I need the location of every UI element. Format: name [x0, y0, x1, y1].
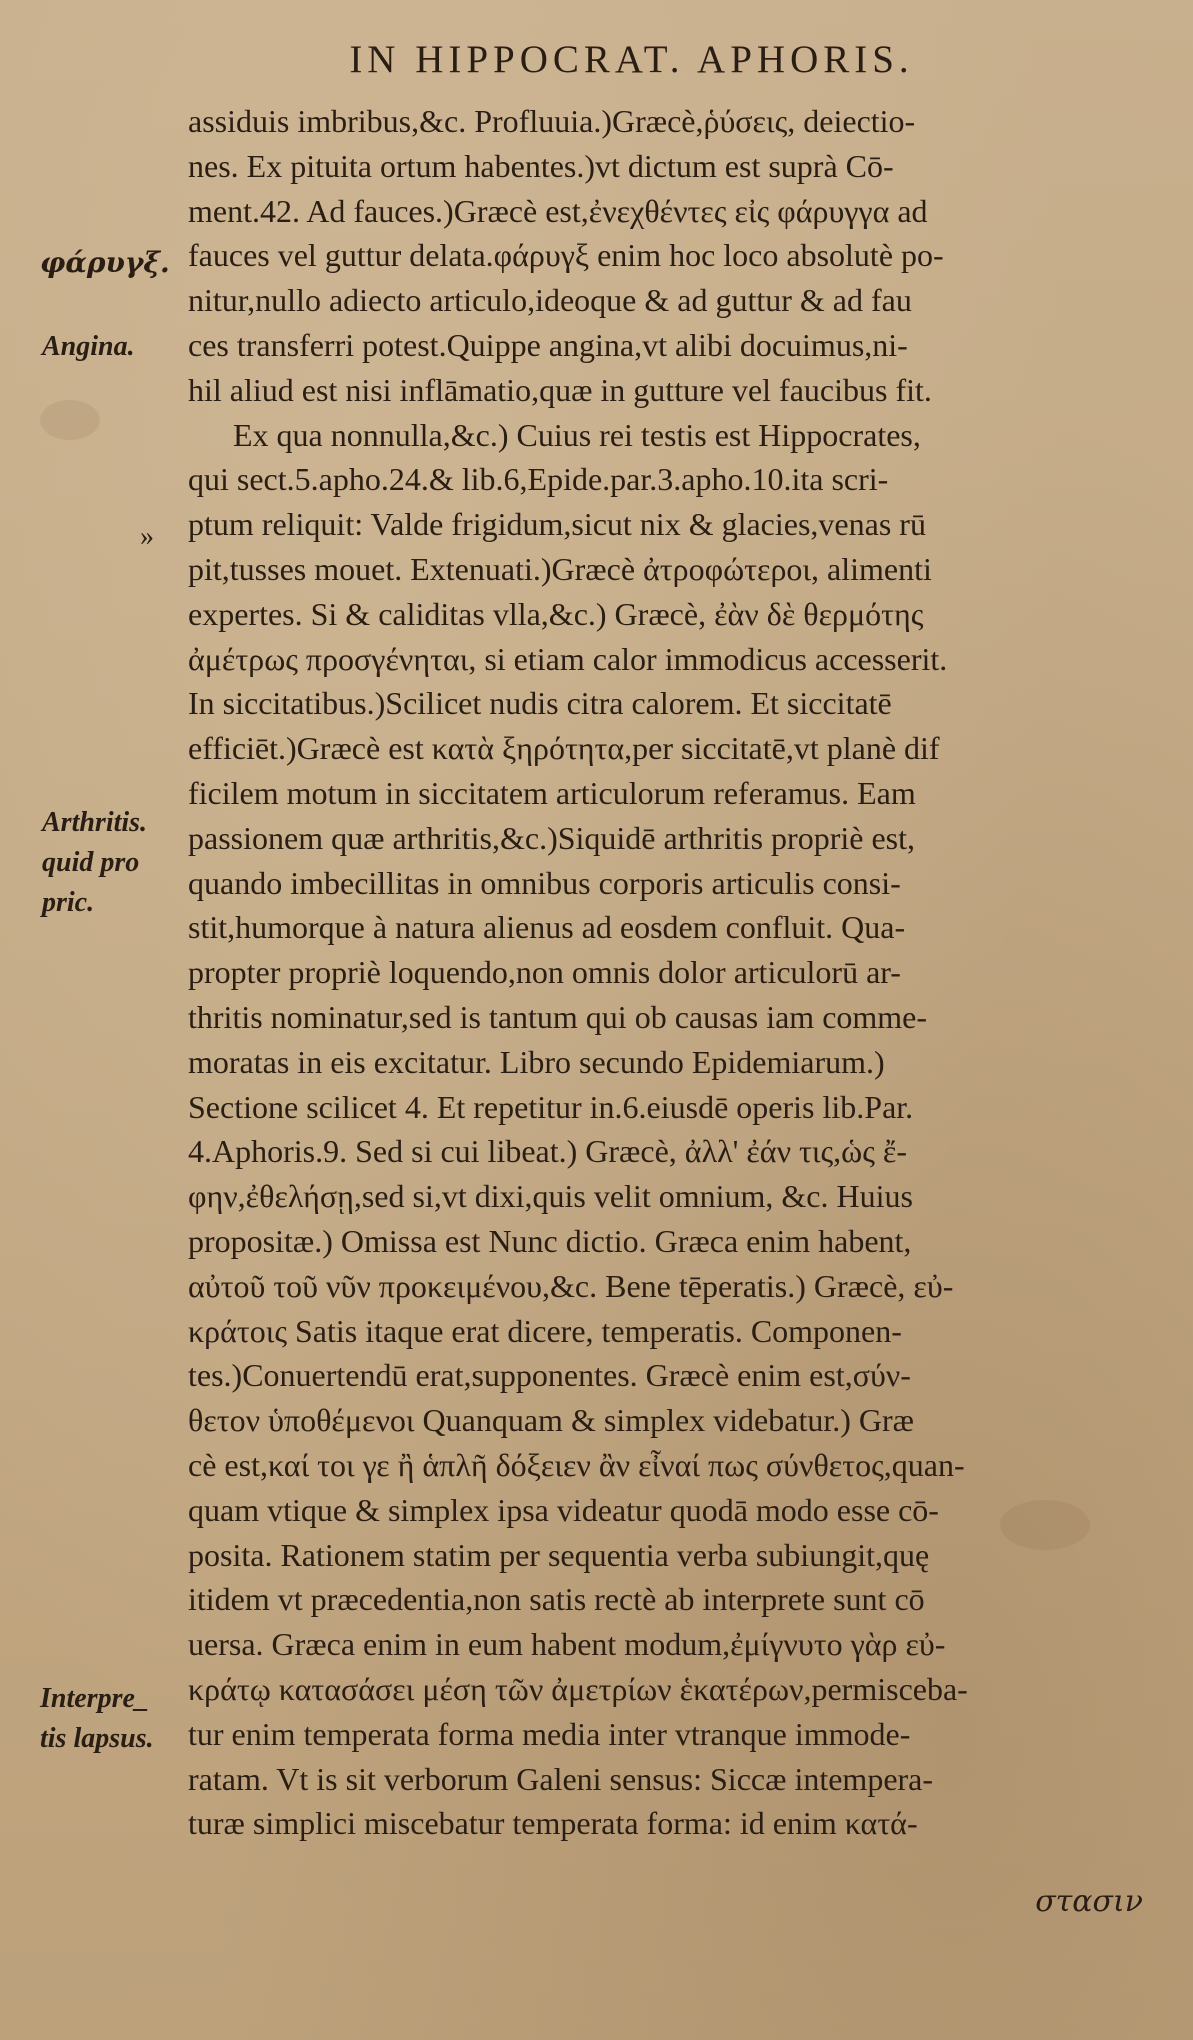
text-line: qui sect.5.apho.24.& lib.6,Epide.par.3.apho.10.ita scri- — [188, 461, 889, 498]
text-line: quando imbecillitas in omnibus corporis articulis consi- — [188, 864, 901, 901]
text-line: turæ simplici miscebatur temperata forma: id enim κατά- — [188, 1805, 918, 1842]
text-line: pit,tusses mouet. Extenuati.)Græcè ἀτροφώτεροι, alimenti — [188, 551, 932, 587]
text-line: itidem vt præcedentia,non satis rectè ab interprete sunt cō — [188, 1581, 925, 1618]
text-line: tes.)Conuertendū erat,supponentes. Græcè enim est,σύν- — [188, 1357, 911, 1394]
text-line: uersa. Græca enim in eum habent modum,ἐμίγνυτο γὰρ εὐ- — [188, 1626, 946, 1663]
text-line: thritis nominatur,sed is tantum qui ob causas iam comme- — [188, 999, 928, 1035]
running-head: IN HIPPOCRAT. APHORIS. — [349, 38, 914, 81]
text-line: Sectione scilicet 4. Et repetitur in.6.eiusdē operis lib.Par. — [188, 1088, 914, 1125]
text-line: In siccitatibus.)Scilicet nudis citra calorem. Et siccitatē — [188, 685, 892, 722]
text-line: assiduis imbribus,&c. Profluuia.)Græcè,ῥύσεις, deiectio- — [188, 103, 916, 139]
text-line: ἀμέτρως προσγένηται, si etiam calor immodicus accesserit. — [188, 640, 948, 677]
margin-note-arthritis: Arthritis. — [42, 807, 148, 838]
text-line: hil aliud est nisi inflāmatio,quæ in gutture vel faucibus fit. — [188, 371, 932, 408]
text-line: θετον ὑποθέμενοι Quanquam & simplex videbatur.) Græ — [188, 1402, 914, 1439]
text-line: cè est,καί τοι γε ἢ ἁπλῆ δόξειεν ἂν εἶναί πως σύνθετος,quan- — [188, 1447, 965, 1483]
text-line: propositæ.) Omissa est Nunc dictio. Græca enim habent, — [188, 1223, 912, 1259]
text-line: expertes. Si & caliditas vlla,&c.) Græcè, ἐὰν δὲ θερμότης — [188, 595, 924, 632]
paper-stain — [40, 400, 100, 440]
text-line: quam vtique & simplex ipsa videatur quodā modo esse cō- — [188, 1491, 939, 1528]
text-line: efficiēt.)Græcè est κατὰ ξηρότητα,per siccitatē,vt planè dif — [188, 730, 940, 767]
text-line: ficilem motum in siccitatem articulorum referamus. Eam — [188, 775, 916, 811]
text-line: propter propriè loquendo,non omnis dolor articulorū ar- — [188, 954, 901, 991]
text-line: posita. Rationem statim per sequentia verba subiungit,quę — [188, 1536, 930, 1573]
text-line: Ex qua nonnulla,&c.) Cuius rei testis est Hippocrates, — [233, 416, 921, 453]
text-line: nes. Ex pituita ortum habentes.)vt dictum est suprà Cō- — [188, 147, 894, 184]
text-line: ces transferri potest.Quippe angina,vt alibi docuimus,ni- — [188, 327, 908, 363]
text-line: stit,humorque à natura alienus ad eosdem confluit. Qua- — [188, 909, 906, 946]
text-line: φην,ἐθελήσῃ,sed si,vt dixi,quis velit omnium, &c. Huius — [188, 1178, 913, 1215]
text-line: ratam. Vt is sit verborum Galeni sensus: Siccæ intempera- — [188, 1760, 934, 1797]
margin-note-interpreter: Interpre_ — [40, 1683, 149, 1714]
margin-note-arthritis: pric. — [42, 887, 95, 918]
margin-note-interpreter: tis lapsus. — [40, 1723, 154, 1754]
margin-note-pharynx: φάρυγξ. — [40, 246, 170, 279]
text-line: κράτῳ κατασάσει μέση τῶν ἀμετρίων ἑκατέρων,permisceba- — [188, 1671, 968, 1707]
catchword: στασιν — [1035, 1884, 1143, 1919]
text-line: 4.Aphoris.9. Sed si cui libeat.) Græcè, ἀλλ' ἐάν τις,ὡς ἔ- — [188, 1133, 907, 1170]
text-line: ment.42. Ad fauces.)Græcè est,ἐνεχθέντες εἰς φάρυγγα ad — [188, 192, 928, 229]
text-line: ptum reliquit: Valde frigidum,sicut nix & glacies,venas rū — [188, 506, 926, 543]
text-line: fauces vel guttur delata.φάρυγξ enim hoc loco absolutè po- — [188, 237, 944, 274]
text-line: nitur,nullo adiecto articulo,ideoque & ad guttur & ad fau — [188, 282, 912, 319]
text-line: passionem quæ arthritis,&c.)Siquidē arthritis propriè est, — [188, 819, 915, 856]
margin-note-arthritis: quid pro — [42, 847, 140, 878]
text-line: κράτοις Satis itaque erat dicere, temperatis. Componen- — [188, 1312, 902, 1349]
text-line: tur enim temperata forma media inter vtranque immode- — [188, 1715, 911, 1752]
text-line: αὐτοῦ τοῦ νῦν προκειμένου,&c. Bene tēperatis.) Græcè, εὐ- — [188, 1267, 954, 1304]
text-line: moratas in eis excitatur. Libro secundo Epidemiarum.) — [188, 1043, 885, 1080]
margin-quote-mark: » — [140, 521, 154, 552]
margin-note-angina: Angina. — [42, 331, 135, 362]
